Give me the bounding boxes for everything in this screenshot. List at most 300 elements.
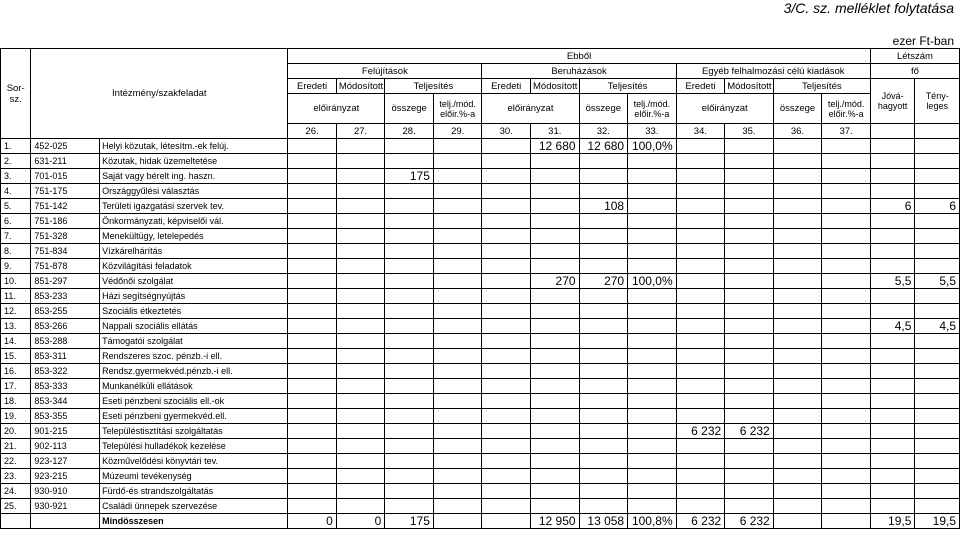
cell-c31 [531,199,580,214]
cell-c35 [725,139,774,154]
header-osszege: összege [579,94,628,124]
col-number: 36. [773,124,822,139]
cell-c33 [628,454,677,469]
cell-teny [915,364,960,379]
cell-c26 [288,214,337,229]
cell-c28 [385,424,434,439]
header-modositott: Módosított [725,79,774,94]
table-row [1,244,960,259]
budget-table [0,48,960,529]
cell-c35 [725,454,774,469]
row-index: 4. [1,184,31,199]
cell-c31 [531,229,580,244]
cell-c36 [773,469,822,484]
col-number: 27. [336,124,385,139]
cell-c36 [773,394,822,409]
cell-c33 [628,259,677,274]
cell-c26 [288,199,337,214]
cell-c32 [579,349,628,364]
table-row [1,469,960,484]
row-name: Házi segítségnyújtás [100,289,288,304]
cell-c37 [822,424,871,439]
cell-c27 [336,424,385,439]
cell-jov: 6 [870,199,915,214]
cell-c33 [628,289,677,304]
cell-c34 [676,394,725,409]
cell-c30 [482,139,531,154]
cell-c34 [676,154,725,169]
cell-jov [870,289,915,304]
cell-c31: 270 [531,274,580,289]
row-name: Vízkárelhárítás [100,244,288,259]
cell-jov [870,364,915,379]
cell-c28 [385,304,434,319]
col-number: 26. [288,124,337,139]
cell-c37 [822,229,871,244]
cell-c33 [628,379,677,394]
row-index: 25. [1,499,31,514]
row-name: Rendsz.gyermekvéd.pénzb.-i ell. [100,364,288,379]
row-index: 21. [1,439,31,454]
cell-c30 [482,439,531,454]
cell-c28 [385,499,434,514]
cell-c35 [725,229,774,244]
cell-c35 [725,274,774,289]
table-row [1,484,960,499]
cell-c37 [822,484,871,499]
cell-c26 [288,259,337,274]
cell-c33 [628,229,677,244]
cell-teny [915,424,960,439]
header-modositott: Módosított [531,79,580,94]
cell-c36 [773,259,822,274]
cell-c30 [482,274,531,289]
row-name: Munkanélküli ellátások [100,379,288,394]
cell-c36 [773,184,822,199]
cell-c34 [676,334,725,349]
cell-c34 [676,364,725,379]
cell-c31 [531,394,580,409]
cell-teny [915,169,960,184]
cell-c34 [676,409,725,424]
row-index: 15. [1,349,31,364]
cell-c31 [531,214,580,229]
table-row [1,169,960,184]
cell-c27 [336,169,385,184]
cell-c31 [531,319,580,334]
cell-c32 [579,424,628,439]
cell-c36 [773,274,822,289]
cell-c29 [433,349,482,364]
cell-c32 [579,484,628,499]
table-row [1,229,960,244]
cell-teny [915,499,960,514]
cell-c37 [822,274,871,289]
row-code: 853-344 [31,394,100,409]
cell-c34 [676,274,725,289]
cell-c28 [385,439,434,454]
cell-c27 [336,274,385,289]
cell-c35 [725,349,774,364]
total-c27: 0 [336,514,385,529]
cell-c33 [628,184,677,199]
table-row [1,214,960,229]
cell-teny [915,259,960,274]
row-name: Közművelődési könyvtári tev. [100,454,288,469]
cell-c29 [433,214,482,229]
row-code: 751-142 [31,199,100,214]
cell-c32 [579,214,628,229]
cell-c30 [482,454,531,469]
table-row [1,379,960,394]
cell-c35 [725,199,774,214]
cell-c31 [531,484,580,499]
cell-c27 [336,484,385,499]
cell-c32 [579,364,628,379]
cell-c27 [336,229,385,244]
header-eredeti: Eredeti [482,79,531,94]
cell-c30 [482,199,531,214]
cell-c30 [482,409,531,424]
header-eredeti: Eredeti [676,79,725,94]
header-eloiranyzat: előirányzat [676,94,773,124]
header-felujitasok: Felújítások [288,64,482,79]
row-code: 853-266 [31,319,100,334]
row-index: 14. [1,334,31,349]
header-teljesites: Teljesítés [579,79,676,94]
cell-c26 [288,484,337,499]
cell-jov [870,169,915,184]
cell-c36 [773,424,822,439]
cell-jov [870,424,915,439]
cell-c33 [628,244,677,259]
cell-c37 [822,319,871,334]
cell-c35 [725,469,774,484]
cell-c28 [385,154,434,169]
row-code: 853-255 [31,304,100,319]
cell-c26 [288,169,337,184]
cell-c36 [773,169,822,184]
cell-c35 [725,154,774,169]
cell-c30 [482,394,531,409]
table-row [1,364,960,379]
cell-c26 [288,454,337,469]
cell-c37 [822,304,871,319]
table-row [1,349,960,364]
col-number: 30. [482,124,531,139]
cell-c34 [676,439,725,454]
col-number: 31. [531,124,580,139]
row-code: 853-288 [31,334,100,349]
cell-c37 [822,379,871,394]
row-code: 853-233 [31,289,100,304]
total-c35: 6 232 [725,514,774,529]
cell-c30 [482,364,531,379]
row-name: Saját vagy bérelt ing. haszn. [100,169,288,184]
col-number: 33. [628,124,677,139]
cell-c26 [288,244,337,259]
row-name: Helyi közutak, létesítm.-ek felúj. [100,139,288,154]
cell-c34 [676,304,725,319]
cell-c28 [385,139,434,154]
cell-c28 [385,319,434,334]
cell-teny [915,334,960,349]
cell-c36 [773,319,822,334]
header-osszege: összege [385,94,434,124]
cell-c35 [725,364,774,379]
header-eloiranyzat: előirányzat [288,94,385,124]
cell-c35 [725,439,774,454]
cell-c33 [628,499,677,514]
row-code: 452-025 [31,139,100,154]
cell-c29 [433,274,482,289]
cell-c26 [288,364,337,379]
cell-c32 [579,469,628,484]
cell-c37 [822,349,871,364]
cell-jov [870,334,915,349]
row-code: 853-322 [31,364,100,379]
row-code: 701-015 [31,169,100,184]
row-name: Családi ünnepek szervezése [100,499,288,514]
header-eredeti: Eredeti [288,79,337,94]
cell-c33 [628,484,677,499]
cell-c32 [579,319,628,334]
cell-c32 [579,379,628,394]
cell-c33 [628,424,677,439]
cell-c30 [482,214,531,229]
row-code: 923-215 [31,469,100,484]
row-index: 13. [1,319,31,334]
header-teljesites: Teljesítés [773,79,870,94]
cell-c34 [676,484,725,499]
row-name: Fürdő-és strandszolgáltatás [100,484,288,499]
cell-c28 [385,469,434,484]
cell-c27 [336,499,385,514]
row-index: 7. [1,229,31,244]
total-blank [31,514,100,529]
cell-c36 [773,484,822,499]
row-index: 17. [1,379,31,394]
col-number: 32. [579,124,628,139]
cell-c29 [433,199,482,214]
cell-jov: 4,5 [870,319,915,334]
row-name: Településtisztítási szolgáltatás [100,424,288,439]
cell-teny [915,394,960,409]
cell-c29 [433,184,482,199]
cell-c31 [531,439,580,454]
cell-c34: 6 232 [676,424,725,439]
cell-teny: 5,5 [915,274,960,289]
cell-c34 [676,454,725,469]
cell-c29 [433,394,482,409]
cell-c33 [628,199,677,214]
table-row [1,154,960,169]
row-index: 5. [1,199,31,214]
cell-c29 [433,154,482,169]
col-number: 37. [822,124,871,139]
cell-c35 [725,214,774,229]
cell-c37 [822,169,871,184]
header-letszam: Létszám [870,49,959,64]
cell-c26 [288,379,337,394]
cell-c30 [482,469,531,484]
header-egyeb: Egyéb felhalmozási célú kiadások [676,64,870,79]
cell-teny: 6 [915,199,960,214]
annex-title: 3/C. sz. melléklet folytatása [783,0,954,16]
row-index: 6. [1,214,31,229]
cell-c33: 100,0% [628,139,677,154]
row-code: 751-175 [31,184,100,199]
cell-c27 [336,379,385,394]
cell-c32 [579,499,628,514]
cell-c27 [336,349,385,364]
cell-c26 [288,289,337,304]
cell-c37 [822,499,871,514]
row-index: 2. [1,154,31,169]
total-label: Mindösszesen [100,514,288,529]
cell-c36 [773,139,822,154]
cell-jov [870,379,915,394]
row-index: 16. [1,364,31,379]
cell-c31 [531,424,580,439]
cell-c28 [385,379,434,394]
header-osszege: összege [773,94,822,124]
cell-c30 [482,334,531,349]
cell-c28 [385,364,434,379]
cell-jov: 5,5 [870,274,915,289]
cell-c32 [579,454,628,469]
total-c26: 0 [288,514,337,529]
cell-c33 [628,439,677,454]
cell-c33 [628,334,677,349]
row-code: 851-297 [31,274,100,289]
cell-c32 [579,229,628,244]
cell-c35 [725,334,774,349]
cell-c37 [822,439,871,454]
cell-c29 [433,229,482,244]
row-index: 22. [1,454,31,469]
total-c34: 6 232 [676,514,725,529]
total-row [1,514,960,529]
cell-teny [915,214,960,229]
cell-teny [915,184,960,199]
cell-c36 [773,439,822,454]
cell-c26 [288,424,337,439]
cell-c31 [531,304,580,319]
cell-c31 [531,334,580,349]
col-number: 29. [433,124,482,139]
row-code: 853-333 [31,379,100,394]
cell-c26 [288,334,337,349]
cell-c33: 100,0% [628,274,677,289]
table-row [1,454,960,469]
cell-c31 [531,169,580,184]
cell-c35 [725,259,774,274]
cell-c32 [579,289,628,304]
cell-c36 [773,289,822,304]
cell-c27 [336,184,385,199]
cell-c36 [773,214,822,229]
cell-c29 [433,379,482,394]
cell-c34 [676,349,725,364]
cell-c31 [531,349,580,364]
cell-c36 [773,229,822,244]
cell-c35 [725,304,774,319]
table-row [1,184,960,199]
row-name: Országgyűlési választás [100,184,288,199]
cell-c33 [628,409,677,424]
cell-c34 [676,244,725,259]
cell-c32: 108 [579,199,628,214]
cell-c36 [773,349,822,364]
cell-teny [915,154,960,169]
row-name: Támogatói szolgálat [100,334,288,349]
cell-c36 [773,499,822,514]
cell-c32 [579,244,628,259]
cell-c34 [676,469,725,484]
cell-c29 [433,499,482,514]
cell-c35 [725,484,774,499]
header-tenyleges: Tény- leges [915,79,960,124]
cell-c29 [433,469,482,484]
header-beruhazasok: Beruházások [482,64,676,79]
total-c32: 13 058 [579,514,628,529]
cell-c30 [482,289,531,304]
row-code: 631-211 [31,154,100,169]
cell-c34 [676,499,725,514]
cell-jov [870,454,915,469]
cell-c36 [773,454,822,469]
cell-c29 [433,304,482,319]
cell-c32: 270 [579,274,628,289]
header-ebbol: Ebből [288,49,871,64]
cell-c28 [385,259,434,274]
table-row [1,319,960,334]
cell-c27 [336,244,385,259]
cell-c28 [385,289,434,304]
cell-c28 [385,334,434,349]
total-c28: 175 [385,514,434,529]
cell-jov [870,409,915,424]
cell-c31 [531,364,580,379]
cell-c36 [773,304,822,319]
row-name: Szociális étkeztetés [100,304,288,319]
cell-c30 [482,304,531,319]
cell-c34 [676,379,725,394]
cell-jov [870,469,915,484]
cell-c30 [482,184,531,199]
cell-c29 [433,139,482,154]
row-index: 1. [1,139,31,154]
cell-c35 [725,169,774,184]
table-row [1,304,960,319]
cell-c36 [773,379,822,394]
cell-c26 [288,349,337,364]
cell-c34 [676,319,725,334]
cell-c34 [676,289,725,304]
header-fo: fő [870,64,959,79]
row-code: 751-834 [31,244,100,259]
cell-teny [915,484,960,499]
total-teny: 19,5 [915,514,960,529]
cell-c31 [531,469,580,484]
cell-c29 [433,484,482,499]
table-row [1,409,960,424]
cell-c27 [336,454,385,469]
cell-c26 [288,439,337,454]
cell-c31 [531,259,580,274]
table-row [1,394,960,409]
